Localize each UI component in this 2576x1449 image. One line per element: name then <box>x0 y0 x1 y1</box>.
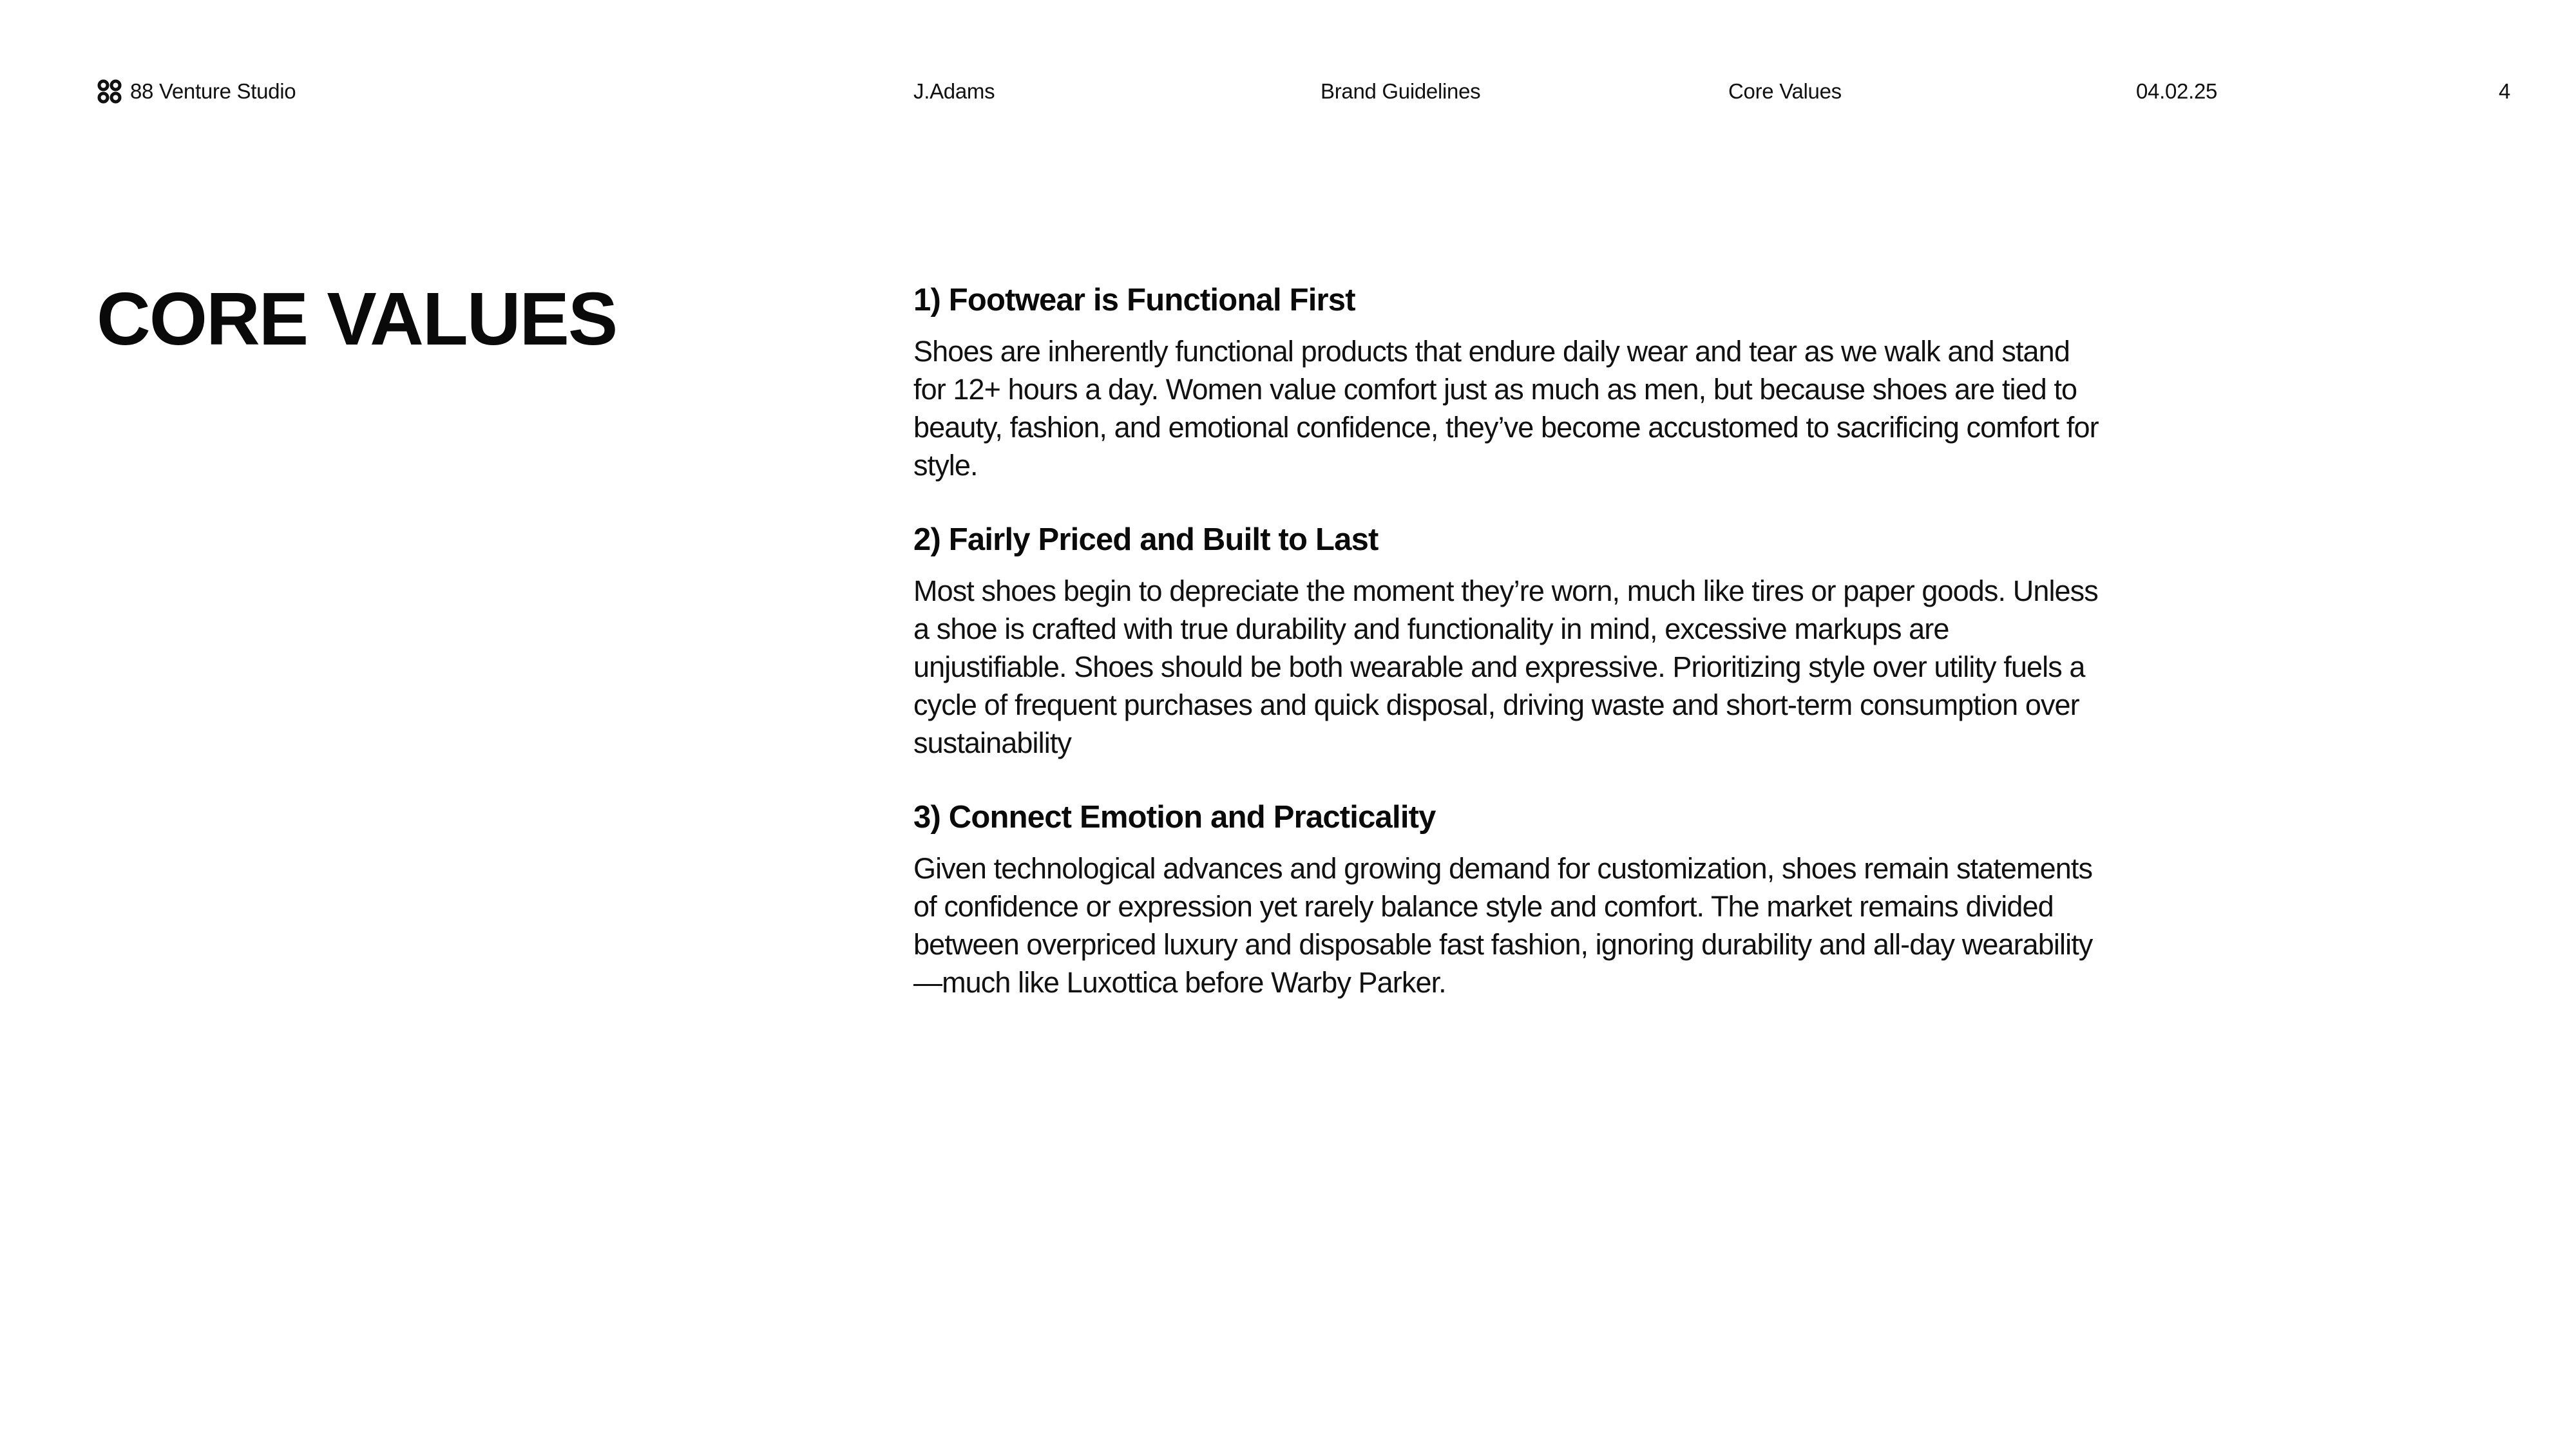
core-values-list <box>913 277 2099 1034</box>
value-description: Given technological advances and growing demand for customization, shoes remain statements of confidence or expression yet rarely balance style and comfort. The market remains divided between overpriced luxury and disposable fast fashion, ignoring durability and all-day wearability—much like Luxottica before Warby Parker. <box>913 852 2093 999</box>
brand-name: 88 Venture Studio <box>130 79 296 103</box>
value-description: Most shoes begin to depreciate the moment they’re worn, much like tires or paper goods. Unless a shoe is crafted with true durability and functionality in mind, excessive markups are unjustifiable. Shoes should be both wearable and expressive. Prioritizing style over utility fuels a cycle of frequent purchases and quick disposal, driving waste and short-term consumption over sustainability <box>913 574 2098 759</box>
value-description: Shoes are inherently functional products that endure daily wear and tear as we walk and stand for 12+ hours a day. Women value comfort just as much as men, but because shoes are tied to beauty, fashion, and emotional confidence, they’ve become accustomed to sacrificing comfort for style. <box>913 335 2099 482</box>
value-heading: 1) Footwear is Functional First <box>913 283 1355 317</box>
document-date: 04.02.25 <box>2136 79 2218 103</box>
value-item-fair-pricing <box>913 516 2099 762</box>
value-heading: 2) Fairly Priced and Built to Last <box>913 522 1379 557</box>
author-name: J.Adams <box>913 79 995 103</box>
value-heading: 3) Connect Emotion and Practicality <box>913 800 1436 835</box>
page-header <box>0 76 2576 107</box>
page-title: CORE VALUES <box>97 277 617 361</box>
brand <box>97 76 296 107</box>
value-item-functional <box>913 277 2099 484</box>
document-title: Brand Guidelines <box>1321 79 1481 103</box>
88-logo-icon <box>97 79 122 104</box>
page-number: 4 <box>2498 79 2510 103</box>
value-item-emotion-practicality <box>913 794 2099 1001</box>
section-title: Core Values <box>1728 79 1842 103</box>
